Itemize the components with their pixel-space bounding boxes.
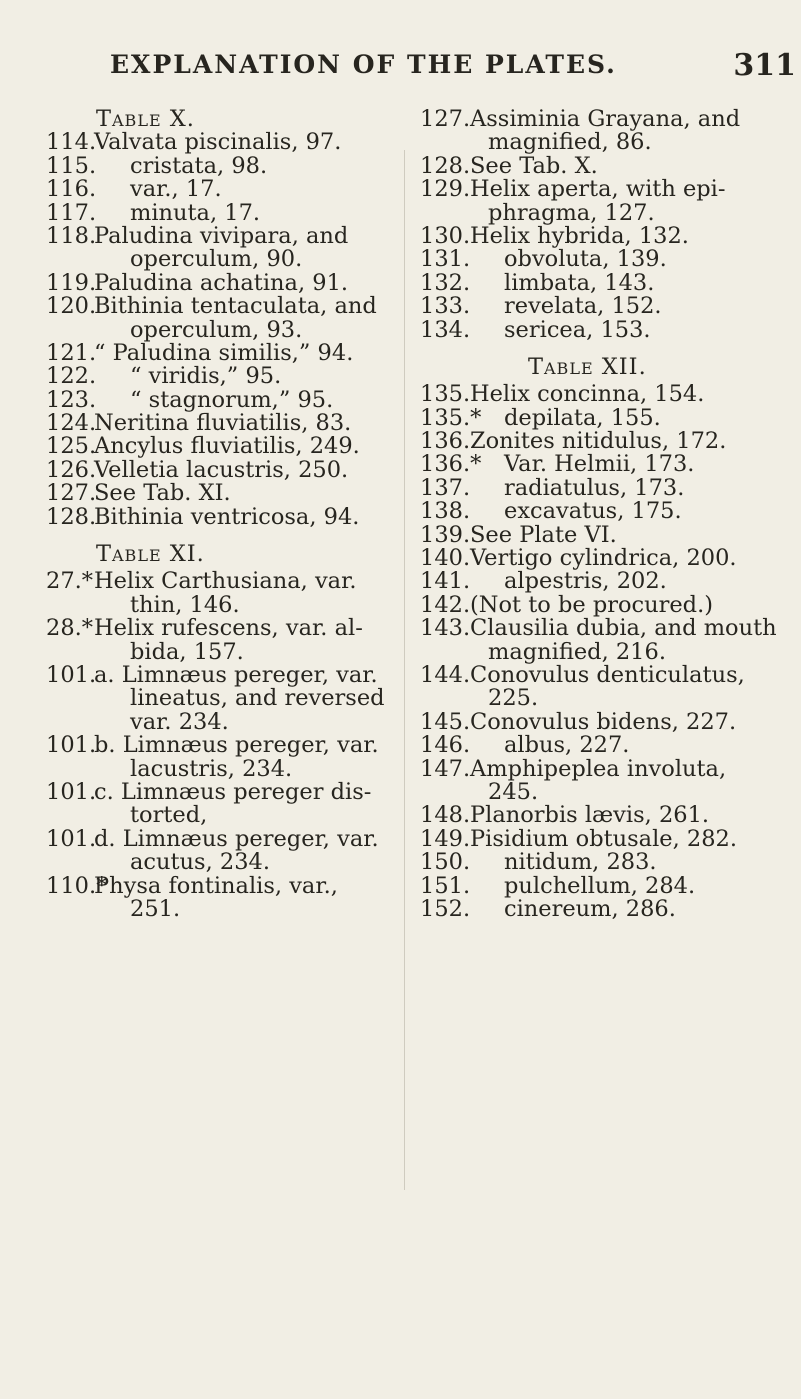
plate-entry xyxy=(420,851,801,874)
species-name-continued: var. 234. xyxy=(130,708,229,735)
plate-entry xyxy=(420,661,801,712)
species-name: albus, 227. xyxy=(504,732,630,759)
species-name: Assiminia Grayana, and xyxy=(470,106,741,132)
plate-entry xyxy=(420,316,801,343)
plate-entry xyxy=(420,222,801,249)
species-name: radiatulus, 173. xyxy=(504,474,685,501)
species-name: cinereum, 286. xyxy=(504,895,676,922)
species-name: limbata, 143. xyxy=(504,269,655,296)
plate-entry xyxy=(46,503,391,530)
species-name: See Tab. X. xyxy=(470,152,598,179)
plate-entry xyxy=(420,248,801,271)
species-name: depilata, 155. xyxy=(504,404,661,431)
plate-entry xyxy=(420,500,801,523)
figure-number: 28.* xyxy=(46,615,94,642)
figure-number: 121. xyxy=(46,339,97,366)
figure-number: 135.* xyxy=(420,404,482,431)
species-name-continued: operculum, 93. xyxy=(130,316,303,343)
plate-entry xyxy=(420,872,801,899)
figure-number: 120. xyxy=(46,293,97,320)
plate-entry xyxy=(46,199,391,226)
plate-entry xyxy=(420,152,801,179)
running-header xyxy=(110,48,796,86)
table-xi-entries xyxy=(46,570,391,921)
species-name: Vertigo cylindrica, 200. xyxy=(470,545,737,572)
species-name: d. Limnæus pereger, var. xyxy=(94,825,379,852)
plate-entry xyxy=(46,872,391,922)
species-name: pulchellum, 284. xyxy=(504,872,696,899)
figure-number: 125. xyxy=(46,433,97,460)
figure-number: 150. xyxy=(420,849,471,876)
plate-entry xyxy=(46,482,391,505)
species-name: revelata, 152. xyxy=(504,293,662,320)
species-name-continued: lineatus, and reversed xyxy=(130,685,385,712)
species-name: Zonites nitidulus, 172. xyxy=(470,428,727,455)
species-name-continued: bida, 157. xyxy=(130,638,244,665)
figure-number: 139. xyxy=(420,521,471,548)
plate-entry xyxy=(420,708,801,735)
figure-number: 126. xyxy=(46,456,97,483)
figure-number: 146. xyxy=(420,732,471,759)
table-xi-heading: Table XI. xyxy=(96,541,205,568)
plate-entry xyxy=(420,570,801,593)
plate-entry xyxy=(420,269,801,296)
figure-number: 130. xyxy=(420,222,471,249)
species-name: excavatus, 175. xyxy=(504,498,682,525)
table-x-entries xyxy=(46,131,391,529)
plate-entry xyxy=(46,269,391,296)
plate-entry xyxy=(46,178,391,201)
species-name-continued: 251. xyxy=(130,895,181,922)
figure-number: 135. xyxy=(420,381,471,408)
figure-number: 132. xyxy=(420,269,471,296)
species-name: Conovulus bidens, 227. xyxy=(470,708,737,735)
species-name-continued: operculum, 90. xyxy=(130,246,303,273)
species-name-continued: 225. xyxy=(488,685,539,712)
plate-entry xyxy=(420,404,801,431)
figure-number: 148. xyxy=(420,802,471,829)
figure-number: 141. xyxy=(420,568,471,595)
figure-number: 101. xyxy=(46,732,97,759)
plate-entry xyxy=(46,386,391,413)
species-name: var., 17. xyxy=(130,176,222,203)
species-name: cristata, 98. xyxy=(130,152,268,179)
plate-entry xyxy=(46,435,391,458)
plate-entries-top xyxy=(420,108,801,342)
species-name: nitidum, 283. xyxy=(504,849,657,876)
plate-entry xyxy=(420,547,801,570)
figure-number: 152. xyxy=(420,895,471,922)
species-name-continued: phragma, 127. xyxy=(488,199,655,226)
plate-entry xyxy=(46,152,391,179)
species-name: Physa fontinalis, var., xyxy=(94,872,338,899)
species-name-continued: magnified, 86. xyxy=(488,129,652,156)
species-name: “ viridis,” 95. xyxy=(130,363,282,390)
species-name: sericea, 153. xyxy=(504,316,651,343)
figure-number: 142. xyxy=(420,591,471,618)
species-name-continued: 245. xyxy=(488,778,539,805)
figure-number: 128. xyxy=(420,152,471,179)
plate-entry xyxy=(420,755,801,805)
species-name: obvoluta, 139. xyxy=(504,246,667,273)
species-name: minuta, 17. xyxy=(130,199,261,226)
figure-number: 128. xyxy=(46,503,97,530)
species-name: Helix Carthusiana, var. xyxy=(94,568,357,595)
plate-entry xyxy=(46,617,391,664)
figure-number: 151. xyxy=(420,872,471,899)
species-name: “ stagnorum,” 95. xyxy=(130,386,334,413)
species-name: b. Limnæus pereger, var. xyxy=(94,732,379,759)
species-name: Planorbis lævis, 261. xyxy=(470,802,710,829)
figure-number: 145. xyxy=(420,708,471,735)
species-name: c. Limnæus pereger dis- xyxy=(94,778,372,805)
species-name: Ancylus fluviatilis, 249. xyxy=(94,433,360,460)
species-name: Valvata piscinalis, 97. xyxy=(94,129,342,156)
plate-entry xyxy=(46,661,391,735)
species-name: Amphipeplea involuta, xyxy=(470,755,727,782)
table-xii-heading: Table XII. xyxy=(528,353,647,380)
plate-entry xyxy=(46,570,391,617)
species-name: Pisidium obtusale, 282. xyxy=(470,825,738,852)
plate-entry xyxy=(420,295,801,318)
plate-entry xyxy=(420,617,801,664)
plate-entry xyxy=(46,339,391,366)
figure-number: 140. xyxy=(420,545,471,572)
plate-entry xyxy=(46,131,391,154)
page-number: 311 xyxy=(733,48,796,83)
plate-entry xyxy=(46,734,391,781)
figure-number: 147. xyxy=(420,755,471,782)
figure-number: 119. xyxy=(46,269,97,296)
plate-entry xyxy=(420,804,801,827)
species-name: Helix rufescens, var. al- xyxy=(94,615,363,642)
species-name: Bithinia ventricosa, 94. xyxy=(94,503,360,530)
figure-number: 134. xyxy=(420,316,471,343)
plate-entry xyxy=(420,825,801,852)
plate-entry xyxy=(420,453,801,476)
plate-entry xyxy=(46,825,391,876)
species-name: See Plate VI. xyxy=(470,521,617,548)
plate-entry xyxy=(46,456,391,483)
figure-number: 137. xyxy=(420,474,471,501)
figure-number: 144. xyxy=(420,661,471,688)
species-name: Helix hybrida, 132. xyxy=(470,222,689,249)
figure-number: 136.* xyxy=(420,451,482,478)
figure-number: 138. xyxy=(420,498,471,525)
species-name: Velletia lacustris, 250. xyxy=(94,456,349,483)
species-name: (Not to be procured.) xyxy=(470,591,714,618)
figure-number: 123. xyxy=(46,386,97,413)
plate-entry xyxy=(46,222,391,273)
table-x-heading: Table X. xyxy=(96,106,195,132)
figure-number: 143. xyxy=(420,615,471,642)
plate-entry xyxy=(420,521,801,548)
species-name: Var. Helmii, 173. xyxy=(504,451,695,478)
species-name-continued: lacustris, 234. xyxy=(130,755,293,782)
running-title: EXPLANATION OF THE PLATES. xyxy=(110,50,617,79)
figure-number: 129. xyxy=(420,176,471,203)
figure-number: 117. xyxy=(46,199,97,226)
species-name: Paludina achatina, 91. xyxy=(94,269,349,296)
figure-number: 110.* xyxy=(46,872,108,899)
figure-number: 122. xyxy=(46,363,97,390)
species-name: Neritina fluviatilis, 83. xyxy=(94,410,352,437)
figure-number: 115. xyxy=(46,152,97,179)
plate-entry xyxy=(420,383,801,406)
species-name: Helix concinna, 154. xyxy=(470,381,705,408)
plate-entry xyxy=(46,295,391,342)
plate-entry xyxy=(420,178,801,225)
species-name: alpestris, 202. xyxy=(504,568,667,595)
species-name: Paludina vivipara, and xyxy=(94,222,349,249)
figure-number: 27.* xyxy=(46,568,94,595)
figure-number: 149. xyxy=(420,825,471,852)
species-name: a. Limnæus pereger, var. xyxy=(94,661,378,688)
species-name: Conovulus denticulatus, xyxy=(470,661,745,688)
plate-entry xyxy=(46,365,391,388)
plate-entry xyxy=(420,591,801,618)
right-column xyxy=(420,108,801,921)
plate-entry xyxy=(420,734,801,757)
figure-number: 127. xyxy=(46,480,97,507)
plate-entry xyxy=(46,778,391,829)
plate-entry xyxy=(420,474,801,501)
species-name: Helix aperta, with epi- xyxy=(470,176,726,203)
figure-number: 131. xyxy=(420,246,471,273)
species-name: Bithinia tentaculata, and xyxy=(94,293,377,320)
table-xii-entries xyxy=(420,383,801,921)
plate-entry xyxy=(46,412,391,435)
species-name: See Tab. XI. xyxy=(94,480,231,507)
species-name-continued: thin, 146. xyxy=(130,591,240,618)
figure-number: 101. xyxy=(46,778,97,805)
figure-number: 136. xyxy=(420,428,471,455)
column-divider xyxy=(404,150,405,1190)
species-name: Clausilia dubia, and mouth xyxy=(470,615,777,642)
figure-number: 133. xyxy=(420,293,471,320)
figure-number: 127. xyxy=(420,106,471,132)
figure-number: 114. xyxy=(46,129,97,156)
figure-number: 116. xyxy=(46,176,97,203)
plate-entry xyxy=(420,430,801,453)
species-name-continued: acutus, 234. xyxy=(130,849,270,876)
species-name-continued: torted, xyxy=(130,802,208,829)
species-name-continued: magnified, 216. xyxy=(488,638,666,665)
figure-number: 118. xyxy=(46,222,97,249)
figure-number: 101. xyxy=(46,661,97,688)
plate-entry xyxy=(420,108,801,155)
left-column xyxy=(46,108,391,921)
species-name: “ Paludina similis,” 94. xyxy=(94,339,354,366)
figure-number: 101. xyxy=(46,825,97,852)
plate-entry xyxy=(420,895,801,922)
figure-number: 124. xyxy=(46,410,97,437)
